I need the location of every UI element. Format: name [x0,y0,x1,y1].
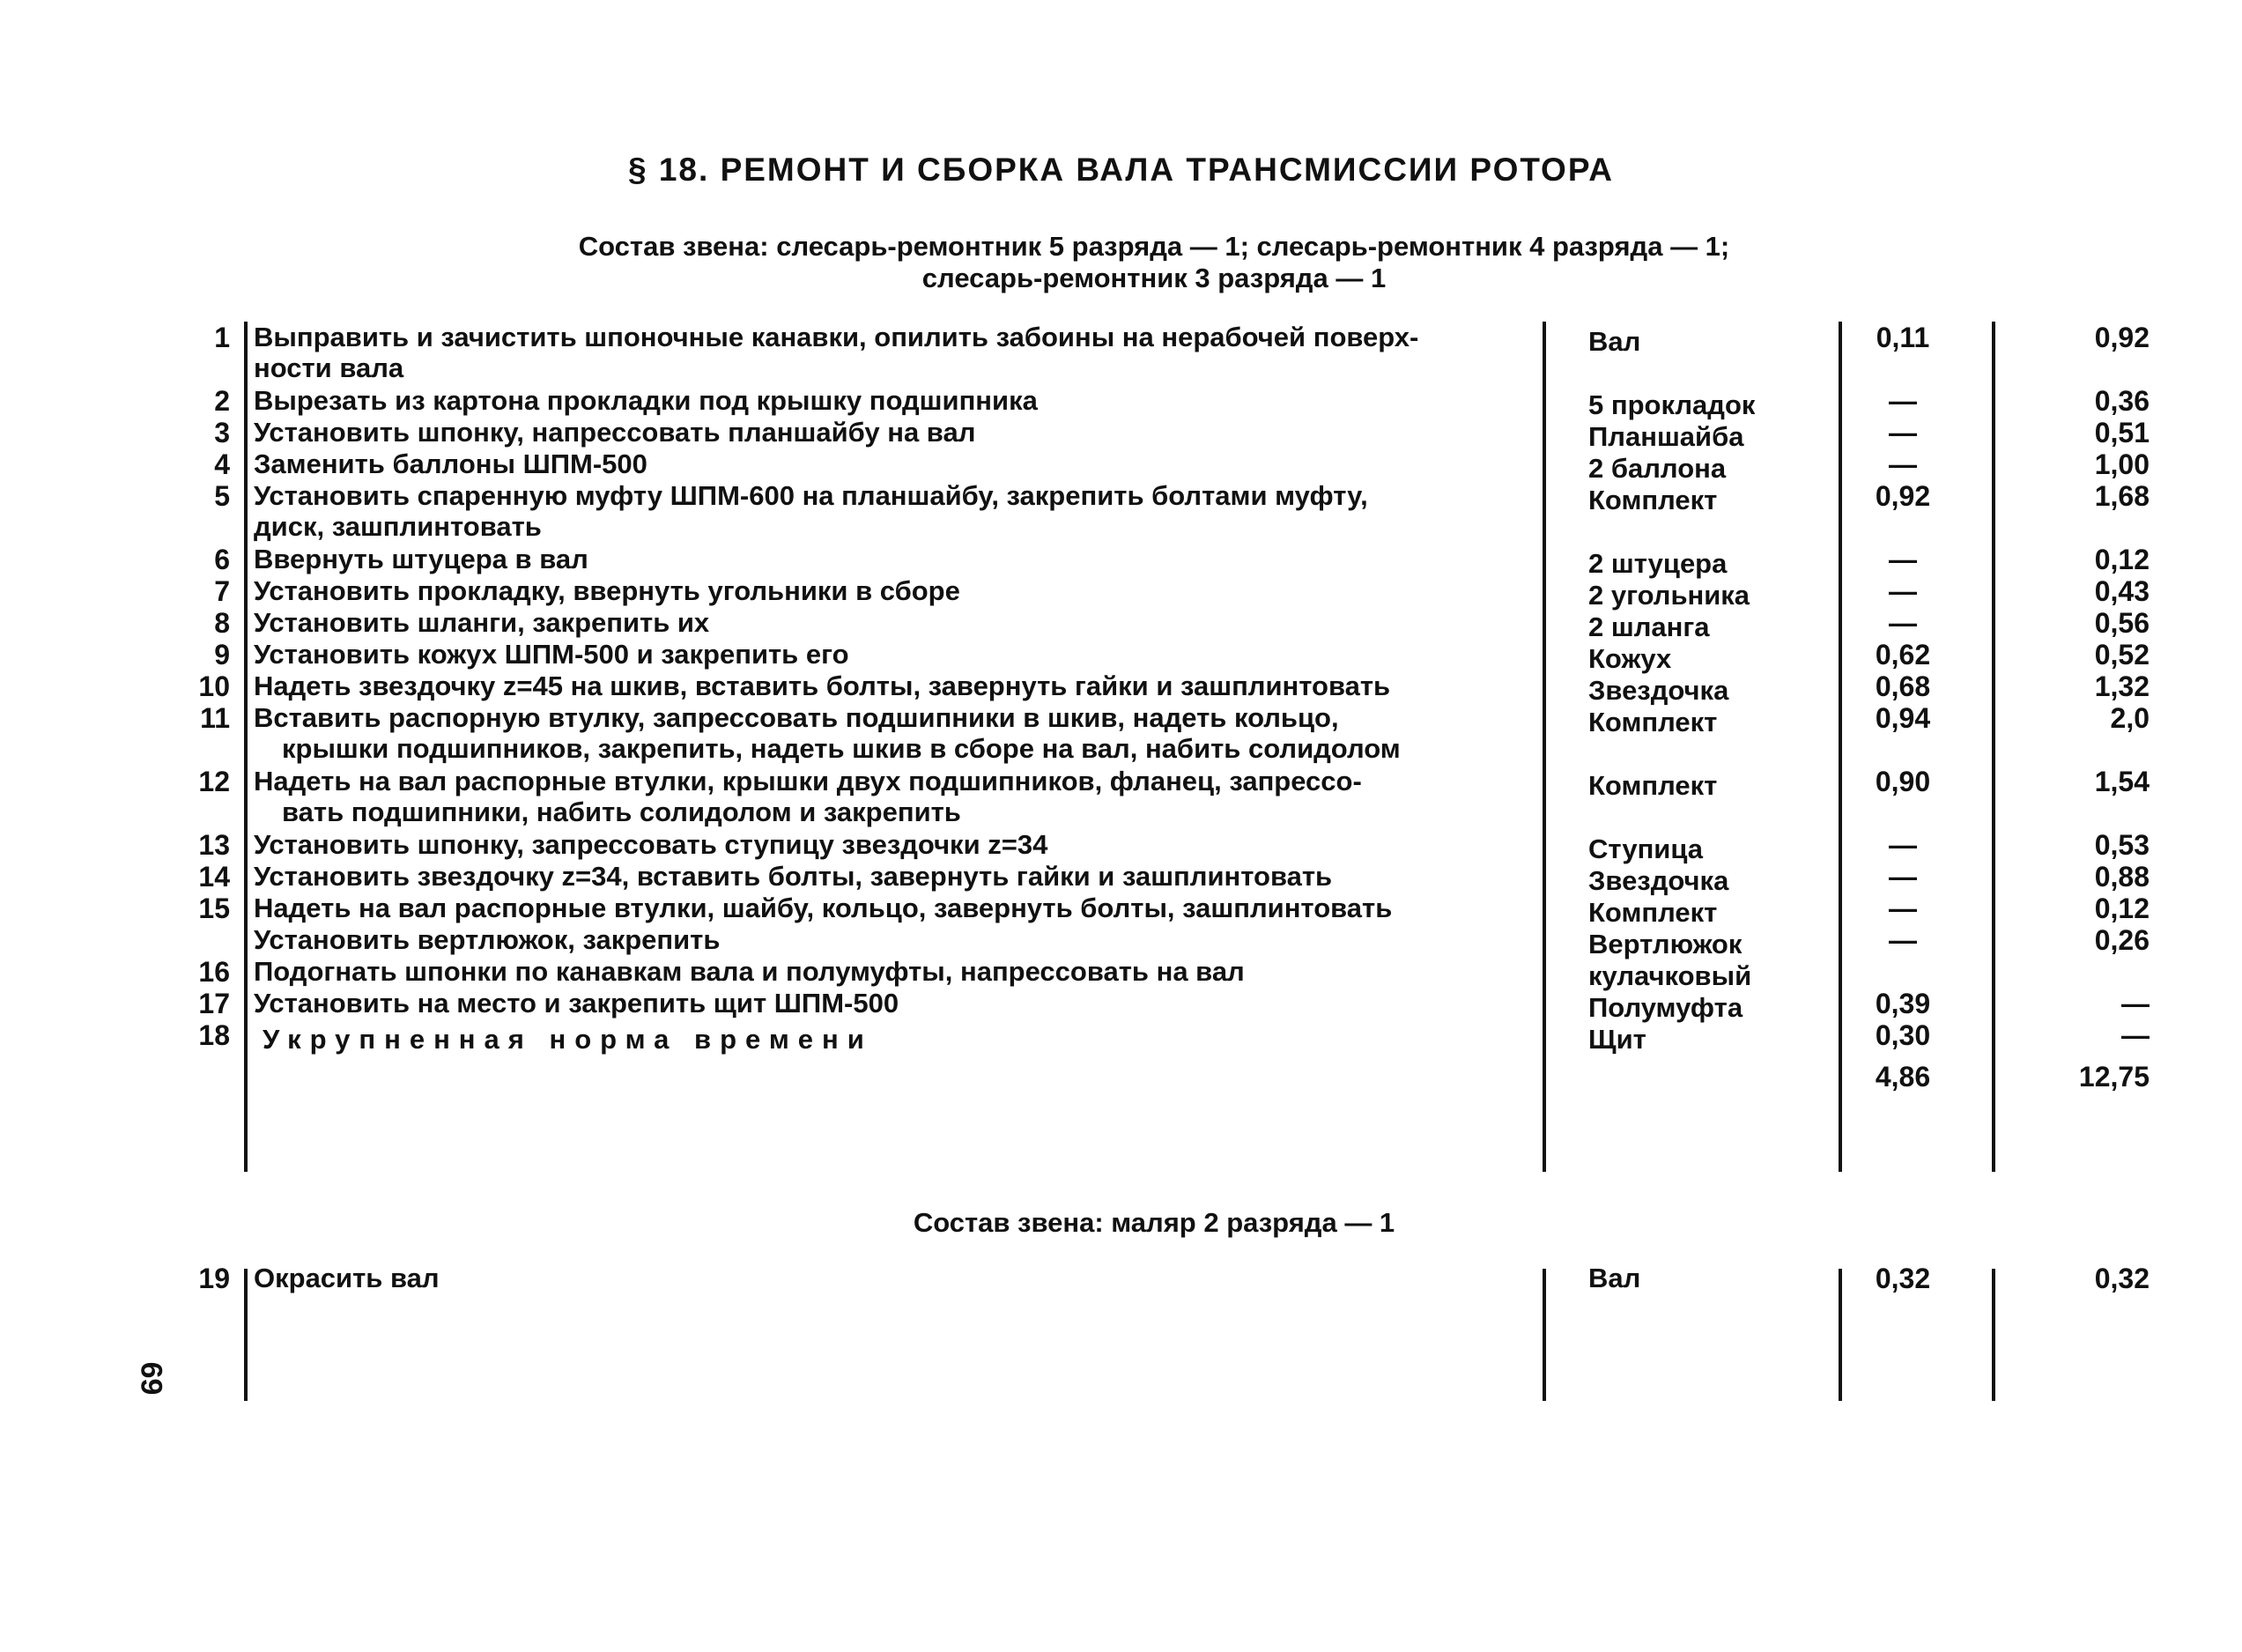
crew-line-2: слесарь-ремонтник 3 разряда — 1 [921,263,1387,293]
row-value-1: — [1889,417,1917,448]
row-value-1: 0,11 [1876,322,1930,353]
row-unit: Вал [1588,1263,1641,1293]
row-value-2: 0,92 [2094,322,2150,353]
row-value-2: — [2121,988,2150,1019]
row-description: Установить спаренную муфту ШПМ-600 на планшайбу, закрепить болтами муфту, [254,480,1368,511]
total-value-1: 4,86 [1875,1061,1931,1093]
row-number: 11 [200,702,230,734]
row-unit: Комплект [1588,707,1718,737]
row-number: 4 [214,448,230,480]
row-value-1: 0,32 [1875,1263,1931,1294]
row-description: Установить шпонку, запрессовать ступицу звездочки z=34 [254,829,1048,860]
row-description-cont: ности вала [254,352,404,383]
row-number: 7 [214,575,230,607]
row-unit: Комплект [1588,897,1718,928]
row-value-2: — [2121,1019,2150,1051]
total-value-2: 12,75 [2078,1061,2150,1093]
row-unit: 2 штуцера [1588,548,1728,579]
row-unit: кулачковый [1588,960,1752,991]
row-description: Заменить баллоны ШПМ-500 [254,448,647,479]
row-value-2: 0,52 [2094,639,2150,670]
row-number: 1 [214,322,230,353]
section-title: § 18. РЕМОНТ И СБОРКА ВАЛА ТРАНСМИССИИ РОТОРА [628,152,1614,188]
row-number: 18 [198,1019,230,1051]
row-value-1: — [1889,575,1917,607]
row-unit: 2 угольника [1588,580,1750,611]
row-unit: Вертлюжок [1588,929,1743,959]
row-value-2: 0,26 [2094,924,2150,956]
row-description: Установить прокладку, ввернуть угольники в сборе [254,575,960,606]
row-value-1: — [1889,924,1917,956]
row-value-2: 0,36 [2094,385,2150,417]
total-label: Укрупненная норма времени [263,1024,873,1055]
row-number: 9 [214,639,230,670]
row-value-1: 0,39 [1875,988,1931,1019]
row-number: 15 [198,893,230,924]
row-number: 14 [198,861,230,893]
crew-composition-1 [493,231,1815,294]
crew-line-1: Состав звена: слесарь-ремонтник 5 разряда — 1; слесарь-ремонтник 4 разряда — 1; [578,231,1730,262]
row-unit: 2 шланга [1588,611,1710,642]
rule-description-column-2 [1543,1269,1546,1401]
row-number: 10 [198,670,230,702]
row-number: 16 [198,956,230,988]
row-description: Вставить распорную втулку, запрессовать подшипники в шкив, надеть кольцо, [254,702,1339,733]
row-unit: Вал [1588,326,1641,357]
row-description: Установить шланги, закрепить их [254,607,710,638]
row-value-1: 0,68 [1875,670,1931,702]
row-value-1: — [1889,607,1917,639]
row-value-2: 1,00 [2094,448,2150,480]
row-value-2: 0,51 [2094,417,2150,448]
row-description: Установить на место и закрепить щит ШПМ-500 [254,988,899,1019]
row-description: Надеть на вал распорные втулки, шайбу, кольцо, завернуть болты, зашплинтовать [254,893,1393,923]
row-description: Подогнать шпонки по канавкам вала и полумуфты, напрессовать на вал [254,956,1245,987]
row-unit: Ступица [1588,833,1704,864]
row-description: Установить вертлюжок, закрепить [254,924,721,955]
row-unit: Планшайба [1588,421,1744,452]
row-description: Установить кожух ШПМ-500 и закрепить его [254,639,849,670]
row-value-1: — [1889,829,1917,861]
row-value-1: 0,30 [1875,1019,1931,1051]
row-value-2: 1,54 [2094,766,2150,797]
row-number: 13 [198,829,230,861]
row-number: 12 [198,766,230,797]
row-value-1: — [1889,544,1917,575]
row-description: Ввернуть штуцера в вал [254,544,588,574]
crew-composition-2: Состав звена: маляр 2 разряда — 1 [913,1207,1395,1238]
row-number: 2 [214,385,230,417]
row-description-cont: крышки подшипников, закрепить, надеть шкив в сборе на вал, набить солидолом [282,733,1401,764]
row-value-1: 0,92 [1875,480,1931,512]
row-description: Вырезать из картона прокладки под крышку подшипника [254,385,1038,416]
row-value-1: — [1889,861,1917,893]
row-description: Выправить и зачистить шпоночные канавки, опилить забоины на нерабочей поверх- [254,322,1419,352]
row-unit: Комплект [1588,485,1718,515]
row-description: Надеть звездочку z=45 на шкив, вставить болты, завернуть гайки и зашплинтовать [254,670,1391,701]
row-unit: Звездочка [1588,675,1729,706]
row-description: Надеть на вал распорные втулки, крышки двух подшипников, фланец, запрессо- [254,766,1362,796]
row-value-1: — [1889,893,1917,924]
row-unit: Комплект [1588,770,1718,801]
rule-number-column [244,322,248,1172]
row-unit: 2 баллона [1588,453,1727,484]
row-value-2: 0,53 [2094,829,2150,861]
row-unit: Щит [1588,1024,1646,1055]
row-number: 6 [214,544,230,575]
row-value-2: 2,0 [2110,702,2150,734]
row-value-1: — [1889,385,1917,417]
row-number: 3 [214,417,230,448]
row-number: 19 [198,1263,230,1294]
row-value-2: 0,12 [2094,893,2150,924]
row-description-cont: вать подшипники, набить солидолом и закрепить [282,796,961,827]
row-value-2: 1,68 [2094,480,2150,512]
rule-number-column-2 [244,1269,248,1401]
row-unit: Кожух [1588,643,1672,674]
row-value-2: 0,12 [2094,544,2150,575]
row-value-2: 0,88 [2094,861,2150,893]
row-description-cont: диск, зашплинтовать [254,511,542,542]
row-description: Установить шпонку, напрессовать планшайбу на вал [254,417,976,448]
row-value-2: 0,43 [2094,575,2150,607]
row-value-1: 0,90 [1875,766,1931,797]
row-number: 17 [198,988,230,1019]
row-unit: 5 прокладок [1588,389,1756,420]
row-description: Окрасить вал [254,1263,440,1293]
row-number: 5 [214,480,230,512]
row-value-1: 0,94 [1875,702,1931,734]
row-description: Установить звездочку z=34, вставить болты, завернуть гайки и зашплинтовать [254,861,1333,892]
row-number: 8 [214,607,230,639]
row-value-2: 1,32 [2094,670,2150,702]
row-value-1: — [1889,448,1917,480]
page-number: 69 [134,1361,168,1396]
row-value-2: 0,32 [2094,1263,2150,1294]
row-unit: Полумуфта [1588,992,1743,1023]
row-value-1: 0,62 [1875,639,1931,670]
row-unit: Звездочка [1588,865,1729,896]
row-value-2: 0,56 [2094,607,2150,639]
